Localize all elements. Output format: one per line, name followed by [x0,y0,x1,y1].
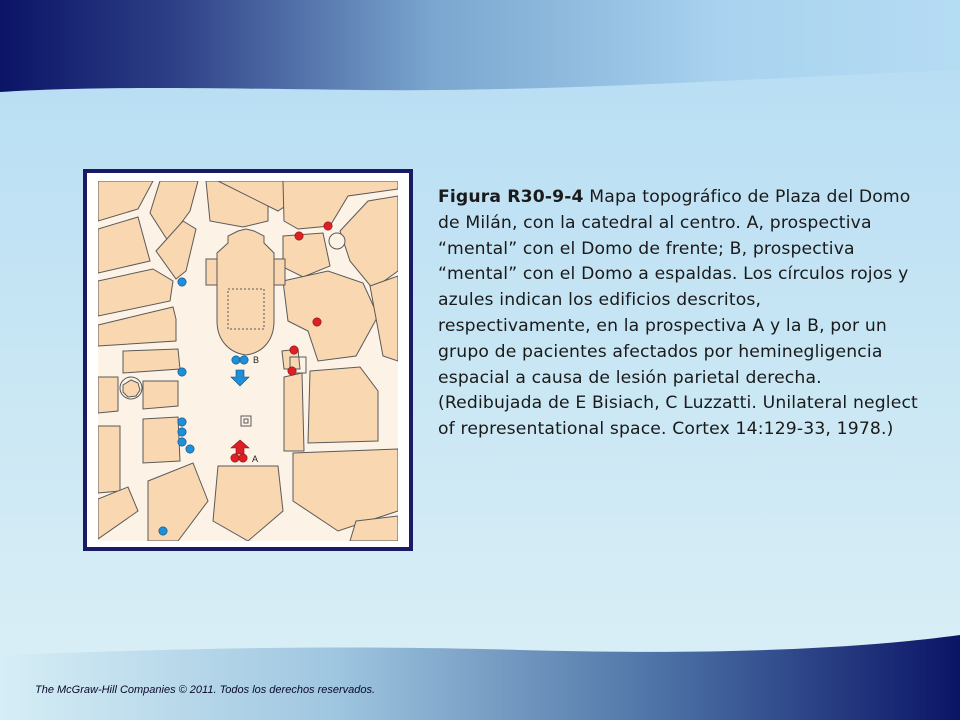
red-dot [295,232,303,240]
map-block [143,381,178,409]
blue-dot [178,278,186,286]
caption-text: Mapa topográfico de Plaza del Domo de Milán, con la catedral al centro. A, prospectiva “mental” con el Domo de frente; B, prospectiva “mental” con el Domo a espaldas. Los círculos rojos y azules indican los edificios descritos, respectivamente, en la prospectiva A y la B, por un grupo de pacientes afectados por heminegligencia espacial a causa de lesión parietal derecha. (Redibujada de E Bisiach, C Luzzatti. Unilateral neglect of representational space. Cortex 14:129-33, 1978.) [438,187,918,440]
map-block [98,377,118,413]
map-block [98,426,120,493]
blue-dot [159,527,167,535]
map-block [143,417,180,463]
red-dot [324,222,332,230]
blue-dot [186,445,194,453]
view-a-label: A [252,454,259,464]
map-roundabout [329,233,345,249]
red-dot [239,454,247,462]
west-roundabout [120,377,142,399]
header-band [0,0,960,92]
figure-caption [438,185,918,443]
map-block [308,367,378,443]
red-dot [231,454,239,462]
blue-dot [178,368,186,376]
footer-band [0,635,960,720]
blue-dot [232,356,240,364]
copyright-footer: The McGraw-Hill Companies © 2011. Todos los derechos reservados. [35,684,376,696]
red-dot [290,346,298,354]
blue-dot [178,418,186,426]
view-b-label: B [253,355,260,365]
map-block [123,349,180,373]
milan-duomo-map [98,181,398,541]
blue-dot [178,428,186,436]
figure-label: Figura R30-9-4 [438,187,584,207]
figure-frame [83,169,413,551]
red-dot [313,318,321,326]
red-dot [288,367,296,375]
blue-dot [178,438,186,446]
map-block [284,373,304,451]
blue-dot [240,356,248,364]
